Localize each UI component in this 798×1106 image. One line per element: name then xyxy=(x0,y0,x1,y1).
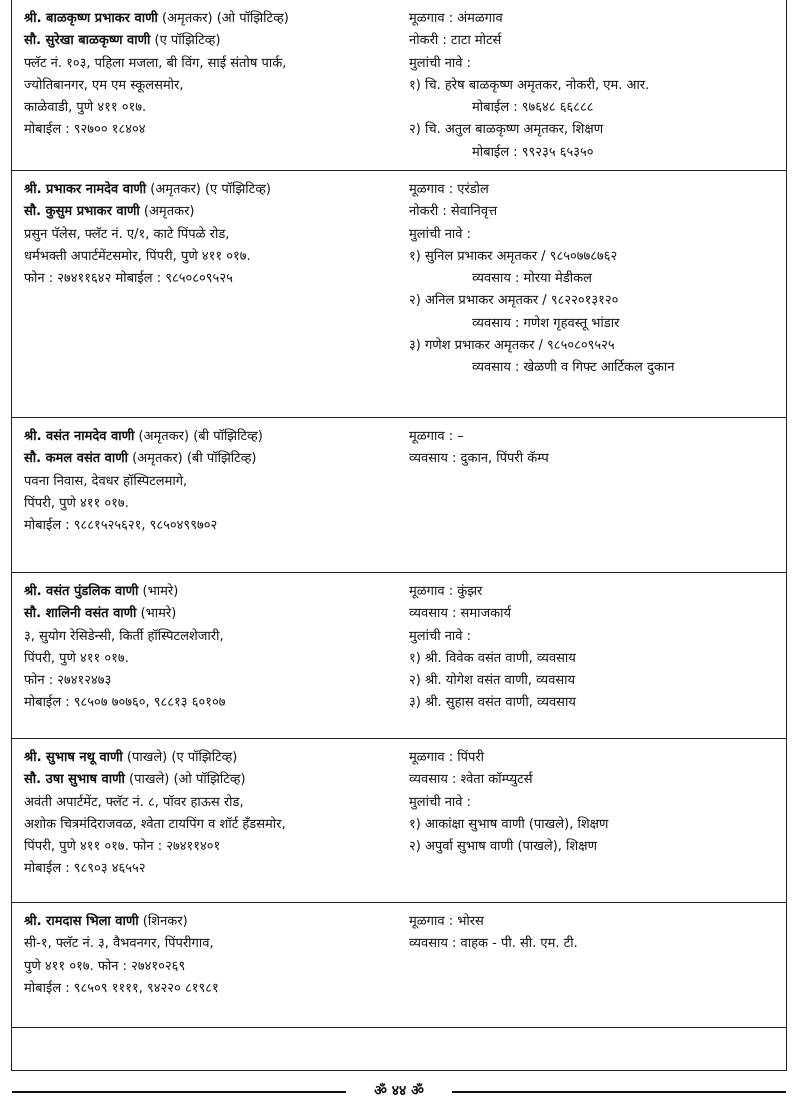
contact-line xyxy=(24,246,394,268)
footer-rule-left xyxy=(12,1091,346,1093)
contact-text: मोबाईल : ९८९०३ ४६५५२ xyxy=(24,861,146,877)
contact-text: (अमृतकर) (बी पॉझिटिव्ह) xyxy=(134,429,263,444)
details-column xyxy=(409,581,779,715)
contact-text: मोबाईल : ९८८१५२५६२१, ९८५०४९९७०२ xyxy=(24,518,218,534)
directory-entry xyxy=(12,573,786,739)
detail-line: २) चि. अतुल बाळकृष्ण अमृतकर, शिक्षण xyxy=(409,122,604,138)
person-name: सौ. उषा सुभाष वाणी xyxy=(24,772,125,788)
detail-line: २) अपुर्वा सुभाष वाणी (पाखले), शिक्षण xyxy=(409,839,597,855)
contact-line xyxy=(24,769,394,791)
detail-line: नोकरी : टाटा मोटर्स xyxy=(409,33,502,49)
detail-line: व्यवसाय : खेळणी व गिफ्ट आर्टिकल दुकान xyxy=(472,360,675,376)
person-name: श्री. बाळकृष्ण प्रभाकर वाणी xyxy=(24,11,158,26)
contact-line xyxy=(24,471,394,493)
directory-table xyxy=(11,0,787,1071)
contact-text: मोबाईल : ९२७०० १८४०४ xyxy=(24,122,146,138)
detail-line: २) श्री. योगेश वसंत वाणी, व्यवसाय xyxy=(409,673,576,689)
detail-line: व्यवसाय : समाजकार्य xyxy=(409,606,512,622)
contact-text: मोबाईल : ९८५०७ ७०७६०, ९८८१३ ६०१०७ xyxy=(24,695,226,711)
directory-entry-empty xyxy=(12,1028,786,1070)
person-name: सौ. सुरेखा बाळकृष्ण वाणी xyxy=(24,33,151,49)
contact-text: अवंती अपार्टमेंट, फ्लॅट नं. ८, पॉवर हाऊस रोड, xyxy=(24,794,244,810)
contact-line xyxy=(24,648,394,670)
contact-line xyxy=(24,956,394,978)
contact-column xyxy=(24,8,394,142)
details-column xyxy=(409,911,779,956)
contact-text: अशोक चित्रमंदिराजवळ, श्वेता टायपिंग व शॉर्ट हँडसमोर, xyxy=(24,816,286,832)
detail-line: मूळगाव : अंमळगाव xyxy=(409,11,503,26)
contact-text: काळेवाडी, पुणे ४११ ०१७. xyxy=(24,100,147,116)
contact-line xyxy=(24,426,394,448)
contact-line xyxy=(24,53,394,75)
contact-text: फ्लॅट नं. १०३, पहिला मजला, बी विंग, साई संतोष पार्क, xyxy=(24,55,287,71)
contact-line xyxy=(24,626,394,648)
contact-text: ज्योतिबानगर, एम एम स्कूलसमोर, xyxy=(24,77,184,93)
detail-line: ३) श्री. सुहास वसंत वाणी, व्यवसाय xyxy=(409,695,576,711)
person-name: सौ. कुसुम प्रभाकर वाणी xyxy=(24,204,140,220)
directory-entry xyxy=(12,418,786,573)
contact-text: (अमृतकर) (ओ पॉझिटिव्ह) xyxy=(157,11,289,26)
detail-line: मूळगाव : एरंडोल xyxy=(409,182,489,197)
detail-line: व्यवसाय : मोरया मेडीकल xyxy=(472,271,592,287)
contact-text: (भामरे) xyxy=(138,584,179,599)
contact-column xyxy=(24,911,394,1000)
person-name: श्री. सुभाष नथू वाणी xyxy=(24,750,123,765)
detail-line: मुलांची नावे : xyxy=(409,794,472,810)
contact-line xyxy=(24,30,394,52)
contact-text: (अमृतकर) (बी पॉझिटिव्ह) xyxy=(128,451,257,467)
directory-entry xyxy=(12,0,786,171)
contact-line xyxy=(24,670,394,692)
contact-column xyxy=(24,426,394,537)
detail-line: मूळगाव : – xyxy=(409,429,464,444)
person-name: श्री. वसंत पुंडलिक वाणी xyxy=(24,584,139,599)
contact-line xyxy=(24,268,394,290)
contact-text: (पाखले) (ए पॉझिटिव्ह) xyxy=(122,750,238,765)
person-name: सौ. शालिनी वसंत वाणी xyxy=(24,606,137,622)
contact-text: प्रसुन पॅलेस, फ्लॅट नं. ए/१, काटे पिंपळे रोड, xyxy=(24,226,230,242)
contact-column xyxy=(24,179,394,290)
contact-text: मोबाईल : ९८५०९ ११११, ९४२२० ८१९८१ xyxy=(24,980,219,996)
page-number: ॐ ४४ ॐ xyxy=(374,1083,424,1099)
contact-line xyxy=(24,224,394,246)
contact-line xyxy=(24,747,394,769)
detail-line: १) सुनिल प्रभाकर अमृतकर / ९८५०७७८७६२ xyxy=(409,248,618,264)
person-name: सौ. कमल वसंत वाणी xyxy=(24,451,129,467)
footer-rule-right xyxy=(452,1091,786,1093)
detail-line: व्यवसाय : दुकान, पिंपरी कॅम्प xyxy=(409,451,549,467)
contact-line xyxy=(24,792,394,814)
contact-text: पिंपरी, पुणे ४११ ०१७. फोन : २७४११४०१ xyxy=(24,839,221,855)
contact-line xyxy=(24,911,394,933)
contact-line xyxy=(24,692,394,714)
contact-text: पुणे ४११ ०१७. फोन : २७४१०२६९ xyxy=(24,958,186,974)
contact-line xyxy=(24,814,394,836)
contact-line xyxy=(24,581,394,603)
contact-text: ३, सुयोग रेसिडेन्सी, किर्ती हॉस्पिटलशेजारी, xyxy=(24,628,224,644)
contact-line xyxy=(24,119,394,141)
detail-line: मूळगाव : कुंझर xyxy=(409,584,483,599)
contact-text: पिंपरी, पुणे ४११ ०१७. xyxy=(24,495,129,511)
contact-text: फोन : २७४१२४७३ xyxy=(24,673,112,689)
directory-entry xyxy=(12,739,786,903)
contact-line xyxy=(24,448,394,470)
detail-line: मुलांची नावे : xyxy=(409,55,472,71)
detail-line: नोकरी : सेवानिवृत्त xyxy=(409,204,498,220)
detail-line: मोबाईल : ९९२३५ ६५३५० xyxy=(472,144,594,160)
contact-line xyxy=(24,933,394,955)
detail-line: १) चि. हरेष बाळकृष्ण अमृतकर, नोकरी, एम. आर. xyxy=(409,77,650,93)
contact-text: पिंपरी, पुणे ४११ ०१७. xyxy=(24,650,129,666)
contact-text: (अमृतकर) xyxy=(139,204,195,220)
contact-line xyxy=(24,515,394,537)
contact-text: (शिनकर) xyxy=(138,914,188,929)
contact-text: (ए पॉझिटिव्ह) xyxy=(150,33,221,49)
person-name: श्री. रामदास भिला वाणी xyxy=(24,914,139,929)
details-column xyxy=(409,426,779,471)
detail-line: व्यवसाय : श्वेता कॉम्प्युटर्स xyxy=(409,772,533,788)
contact-column xyxy=(24,747,394,881)
detail-line: व्यवसाय : वाहक - पी. सी. एम. टी. xyxy=(409,936,578,952)
contact-text: (अमृतकर) (ए पॉझिटिव्ह) xyxy=(146,182,271,197)
contact-line xyxy=(24,836,394,858)
contact-line xyxy=(24,97,394,119)
detail-line: १) आकांक्षा सुभाष वाणी (पाखले), शिक्षण xyxy=(409,816,609,832)
contact-text: धर्मभक्ती अपार्टमेंटसमोर, पिंपरी, पुणे ४११ ०१७. xyxy=(24,248,251,264)
directory-entry xyxy=(12,903,786,1028)
details-column xyxy=(409,8,779,164)
person-name: श्री. प्रभाकर नामदेव वाणी xyxy=(24,182,147,197)
directory-entry xyxy=(12,171,786,418)
person-name: श्री. वसंत नामदेव वाणी xyxy=(24,429,135,444)
contact-line xyxy=(24,858,394,880)
detail-line: मुलांची नावे : xyxy=(409,628,472,644)
detail-line: व्यवसाय : गणेश गृहवस्तू भांडार xyxy=(472,315,620,331)
details-column xyxy=(409,179,779,380)
contact-column xyxy=(24,581,394,715)
detail-line: मूळगाव : पिंपरी xyxy=(409,750,485,765)
contact-line xyxy=(24,201,394,223)
contact-text: (पाखले) (ओ पॉझिटिव्ह) xyxy=(124,772,246,788)
contact-line xyxy=(24,8,394,30)
contact-line xyxy=(24,179,394,201)
contact-text: पवना निवास, देवधर हॉस्पिटलमागे, xyxy=(24,473,188,489)
detail-line: मोबाईल : ९७६४८ ६६८८८ xyxy=(472,100,594,116)
contact-line xyxy=(24,603,394,625)
detail-line: मूळगाव : भोरस xyxy=(409,914,484,929)
page-footer xyxy=(0,1080,798,1102)
contact-text: (भामरे) xyxy=(136,606,177,622)
contact-text: सी-१, फ्लॅट नं. ३, वैभवनगर, पिंपरीगाव, xyxy=(24,936,214,952)
contact-line xyxy=(24,493,394,515)
contact-line xyxy=(24,75,394,97)
detail-line: मुलांची नावे : xyxy=(409,226,472,242)
contact-line xyxy=(24,978,394,1000)
contact-text: फोन : २७४११६४२ मोबाईल : ९८५०८०९५२५ xyxy=(24,271,233,287)
detail-line: १) श्री. विवेक वसंत वाणी, व्यवसाय xyxy=(409,650,576,666)
detail-line: ३) गणेश प्रभाकर अमृतकर / ९८५०८०९५२५ xyxy=(409,338,615,354)
detail-line: २) अनिल प्रभाकर अमृतकर / ९८२२०१३१२० xyxy=(409,293,619,309)
details-column xyxy=(409,747,779,858)
